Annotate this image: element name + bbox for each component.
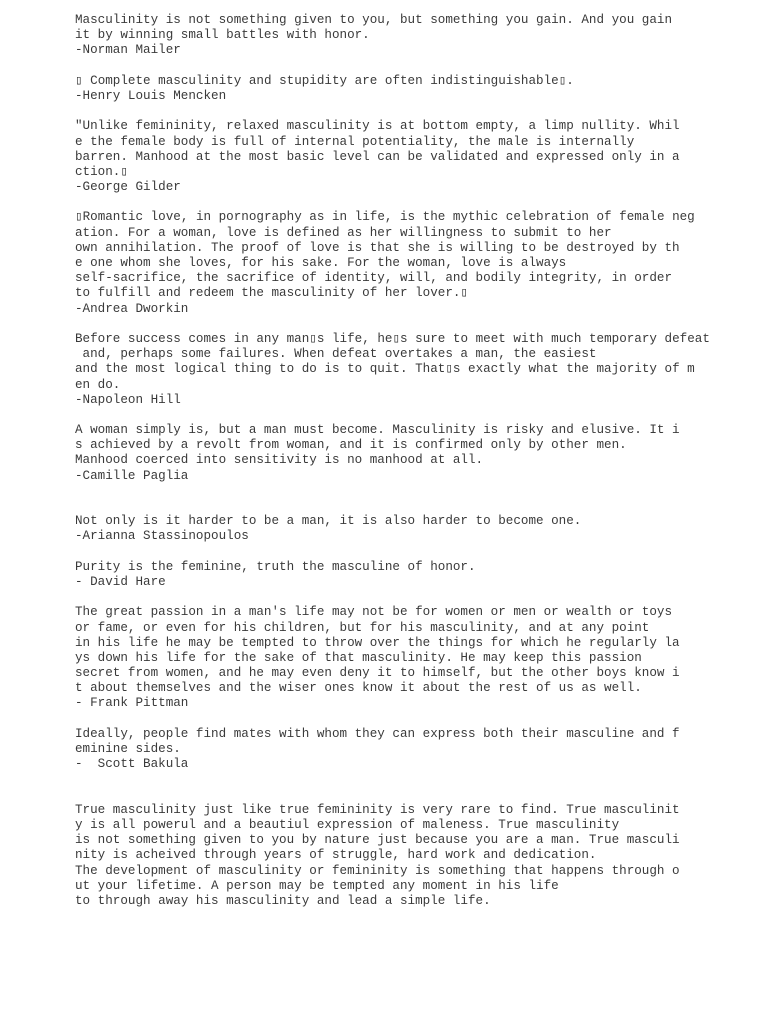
document-page	[75, 13, 715, 909]
quote-text-line: ys down his life for the sake of that masculinity. He may keep this passion	[75, 650, 642, 665]
quote-text-line: Ideally, people find mates with whom they can express both their masculine and f	[75, 726, 680, 741]
paragraph-line: is not something given to you by nature just because you are a man. True masculi	[75, 833, 680, 848]
quote-block-3	[75, 119, 715, 195]
quote-author: -Arianna Stassinopoulos	[75, 529, 249, 544]
quote-block-10	[75, 727, 715, 773]
quote-text-line: it by winning small battles with honor.	[75, 28, 370, 43]
quote-text-line: self-sacrifice, the sacrifice of identity, will, and bodily integrity, in order	[75, 271, 673, 286]
quote-block-1	[75, 13, 715, 59]
paragraph-line: True masculinity just like true femininity is very rare to find. True masculinit	[75, 802, 680, 817]
quote-text-line: secret from women, and he may even deny it to himself, but the other boys know i	[75, 666, 680, 681]
quote-text-line: "Unlike femininity, relaxed masculinity is at bottom empty, a limp nullity. Whil	[75, 119, 680, 134]
quote-block-9	[75, 605, 715, 711]
quote-text-line: Purity is the feminine, truth the masculine of honor.	[75, 559, 476, 574]
quote-text-line: Before success comes in any man▯s life, he▯s sure to meet with much temporary defeat	[75, 331, 710, 346]
quote-text-line: or fame, or even for his children, but for his masculinity, and at any point	[75, 620, 650, 635]
quote-author: -Norman Mailer	[75, 43, 181, 58]
quote-text-line: ation. For a woman, love is defined as her willingness to submit to her	[75, 225, 612, 240]
paragraph-line: to through away his masculinity and lead a simple life.	[75, 893, 491, 908]
quote-block-2	[75, 74, 715, 104]
quote-author: -Andrea Dworkin	[75, 301, 189, 316]
quote-text-line: Masculinity is not something given to you, but something you gain. And you gain	[75, 13, 673, 27]
quote-author: -Henry Louis Mencken	[75, 88, 227, 103]
quote-author: - Frank Pittman	[75, 696, 189, 711]
quote-text-line: e one whom she loves, for his sake. For the woman, love is always	[75, 256, 567, 270]
quote-text-line: own annihilation. The proof of love is that she is willing to be destroyed by th	[75, 240, 680, 255]
quote-text-line: and, perhaps some failures. When defeat overtakes a man, the easiest	[75, 347, 597, 362]
quote-text-line: s achieved by a revolt from woman, and it is confirmed only by other men.	[75, 438, 627, 453]
quote-text-line: ▯ Complete masculinity and stupidity are often indistinguishable▯.	[75, 73, 574, 88]
quote-text-line: and the most logical thing to do is to quit. That▯s exactly what the majority of m	[75, 362, 695, 377]
paragraph-line: ut your lifetime. A person may be tempted any moment in his life	[75, 878, 559, 893]
quote-author: -Camille Paglia	[75, 468, 189, 483]
quote-text-line: Manhood coerced into sensitivity is no manhood at all.	[75, 453, 484, 468]
quote-text-line: e the female body is full of internal potentiality, the male is internally	[75, 134, 635, 149]
quote-block-7	[75, 514, 715, 544]
quote-author: -George Gilder	[75, 180, 181, 195]
quote-block-4	[75, 210, 715, 316]
quote-block-8	[75, 560, 715, 590]
quote-text-line: in his life he may be tempted to throw over the things for which he regularly la	[75, 635, 680, 650]
quote-text-line: barren. Manhood at the most basic level can be validated and expressed only in a	[75, 149, 680, 164]
quote-text-line: Not only is it harder to be a man, it is also harder to become one.	[75, 514, 582, 529]
quote-text-line: ▯Romantic love, in pornography as in life, is the mythic celebration of female neg	[75, 210, 695, 225]
quote-text-line: t about themselves and the wiser ones know it about the rest of us as well.	[75, 681, 642, 696]
closing-paragraph	[75, 803, 715, 909]
quote-text-line: A woman simply is, but a man must become. Masculinity is risky and elusive. It i	[75, 423, 680, 438]
quote-text-line: en do.	[75, 377, 121, 392]
quote-text-line: to fulfill and redeem the masculinity of her lover.▯	[75, 286, 469, 301]
paragraph-line: nity is acheived through years of struggle, hard work and dedication.	[75, 848, 597, 863]
quote-text-line: The great passion in a man's life may not be for women or men or wealth or toys	[75, 605, 673, 620]
quote-text-line: eminine sides.	[75, 742, 181, 757]
quote-author: -Napoleon Hill	[75, 392, 181, 407]
quote-block-6	[75, 423, 715, 484]
quote-block-5	[75, 332, 715, 408]
paragraph-line: y is all powerul and a beautiul expression of maleness. True masculinity	[75, 817, 620, 832]
quote-text-line: ction.▯	[75, 164, 128, 179]
quote-author: - David Hare	[75, 574, 166, 589]
paragraph-line: The development of masculinity or femininity is something that happens through o	[75, 863, 680, 878]
quote-author: - Scott Bakula	[75, 757, 189, 772]
